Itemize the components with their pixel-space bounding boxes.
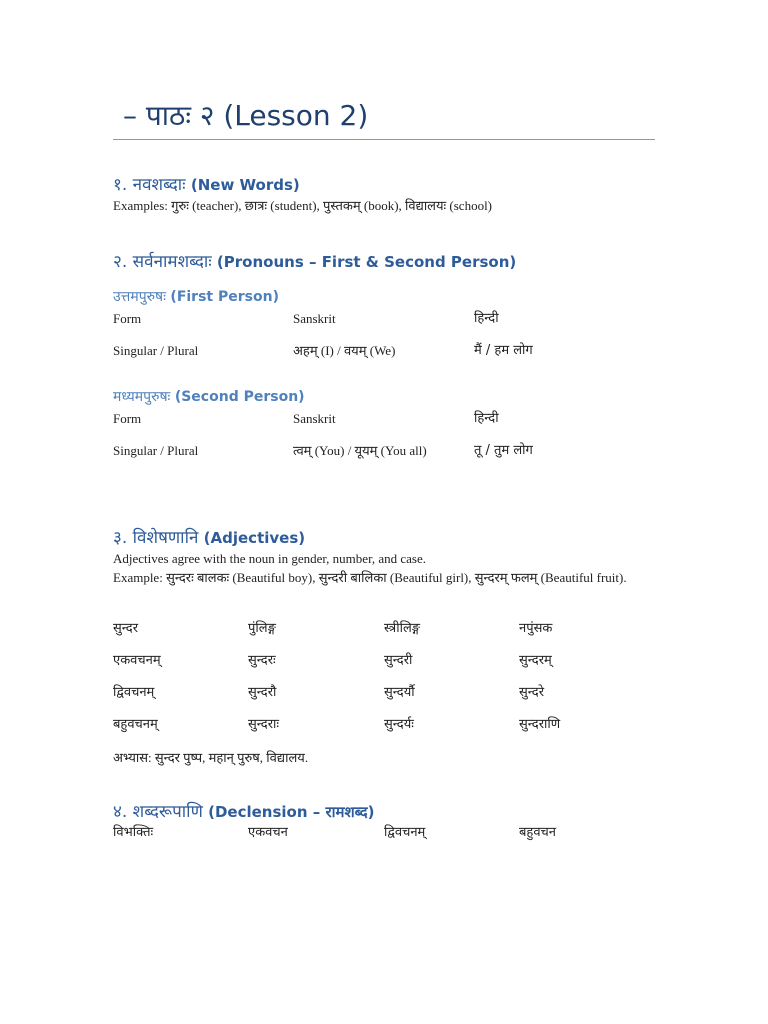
section-4-heading: [113, 799, 374, 822]
first-person-heading-en: (First Person): [170, 289, 279, 305]
table-cell: Singular / Plural: [113, 343, 199, 358]
adjective-grid-cell: सुन्दराः: [248, 717, 280, 732]
adjective-grid-cell: सुन्दराणि: [519, 717, 561, 732]
table-header-hindi: हिन्दी: [474, 311, 499, 326]
section-4-heading-deva: ४. शब्दरूपाणि: [113, 802, 203, 822]
adjective-grid-header: स्त्रीलिङ्ग: [384, 621, 421, 636]
section-1-heading-en: (New Words): [190, 176, 300, 194]
adjective-grid-cell: सुन्दरः: [248, 653, 276, 668]
page-title: – पाठः २ (Lesson 2): [123, 99, 369, 132]
declension-header: द्विवचनम्: [384, 825, 426, 840]
adjective-grid-cell: सुन्दरम्: [519, 653, 552, 668]
table-cell: तू / तुम लोग: [474, 443, 533, 458]
section-1-examples: Examples: गुरुः (teacher), छात्रः (student), पुस्तकम् (book), विद्यालयः (school): [113, 198, 493, 213]
section-1-heading: [113, 172, 300, 195]
table-header-sanskrit: Sanskrit: [293, 311, 336, 326]
adjective-grid-header: नपुंसक: [519, 621, 553, 636]
table-header-form: Form: [113, 311, 142, 326]
declension-header: बहुवचन: [519, 825, 557, 840]
adjective-grid-cell: सुन्दरी: [384, 653, 413, 668]
adjectives-example-text: Example: सुन्दरः बालकः (Beautiful boy), सुन्दरी बालिका (Beautiful girl), सुन्दरम् फलम् (Beautiful fruit).: [113, 570, 627, 585]
adjective-grid-cell: द्विवचनम्: [113, 685, 155, 700]
adjective-grid-cell: सुन्दर्यः: [384, 717, 414, 732]
declension-header: एकवचन: [248, 825, 288, 840]
table-cell: Singular / Plural: [113, 443, 199, 458]
table-cell: मैं / हम लोग: [474, 343, 533, 358]
section-3-heading: [113, 525, 305, 548]
adjective-grid-header: पुंलिङ्ग: [248, 621, 276, 636]
first-person-heading: [113, 287, 279, 306]
section-2-heading: [113, 249, 516, 272]
adjective-grid-cell: एकवचनम्: [113, 653, 161, 668]
adjective-grid-header: सुन्दर: [113, 621, 139, 636]
declension-header: विभक्तिः: [113, 825, 154, 840]
table-cell: अहम् (I) / वयम् (We): [293, 343, 396, 358]
title-underline: [113, 139, 655, 140]
second-person-heading: [113, 387, 305, 406]
table-cell: त्वम् (You) / यूयम् (You all): [293, 443, 427, 458]
adjective-grid-cell: सुन्दर्यौ: [384, 685, 415, 700]
adjective-grid-cell: बहुवचनम्: [113, 717, 158, 732]
section-2-heading-en: (Pronouns – First & Second Person): [216, 253, 517, 271]
first-person-heading-deva: उत्तमपुरुषः: [113, 289, 166, 305]
section-2-heading-deva: २. सर्वनामशब्दाः: [113, 252, 212, 272]
table-header-form: Form: [113, 411, 142, 426]
section-4-heading-en: (Declension – रामशब्द): [208, 803, 375, 821]
practice-note: अभ्यास: सुन्दर पुष्प, महान् पुरुष, विद्यालय.: [113, 750, 309, 765]
section-3-heading-en: (Adjectives): [203, 529, 306, 547]
adjectives-rule-text: Adjectives agree with the noun in gender, number, and case.: [113, 551, 427, 566]
table-header-sanskrit: Sanskrit: [293, 411, 336, 426]
second-person-heading-deva: मध्यमपुरुषः: [113, 389, 171, 405]
section-1-heading-deva: १. नवशब्दाः: [113, 175, 186, 195]
section-3-heading-deva: ३. विशेषणानि: [113, 528, 199, 548]
second-person-heading-en: (Second Person): [174, 389, 305, 405]
table-header-hindi: हिन्दी: [474, 411, 499, 426]
adjective-grid-cell: सुन्दरौ: [248, 685, 277, 700]
adjective-grid-cell: सुन्दरे: [519, 685, 545, 700]
